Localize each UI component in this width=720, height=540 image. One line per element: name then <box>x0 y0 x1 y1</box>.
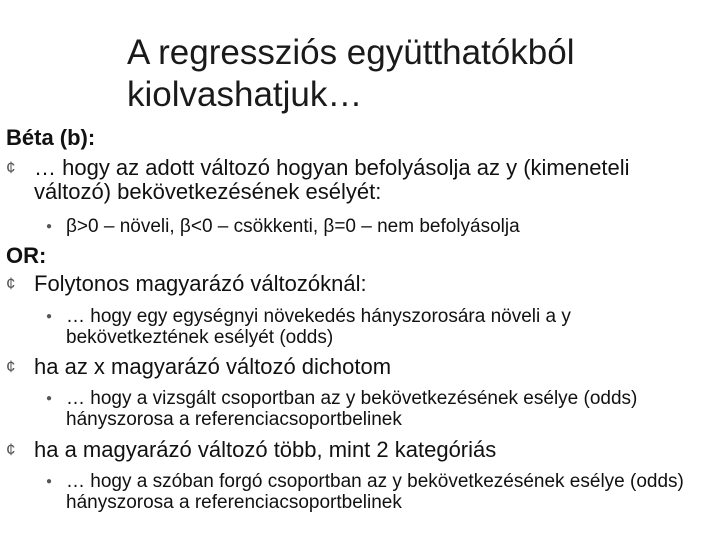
or-item-3-text: ha a magyarázó változó több, mint 2 kategóriás <box>34 437 497 462</box>
or-sub-2 <box>40 388 712 430</box>
beta-heading: Béta (b): <box>6 125 96 150</box>
or-item-2-text: ha az x magyarázó változó dichotom <box>34 354 392 379</box>
beta-sub-1 <box>40 216 712 237</box>
bullet-icon: ● <box>46 311 53 322</box>
or-sub-3 <box>40 471 712 513</box>
or-item-1 <box>6 272 710 296</box>
bullet-icon: ● <box>46 393 53 404</box>
bullet-icon: ¢ <box>6 158 16 177</box>
bullet-icon: ¢ <box>6 357 16 376</box>
bullet-icon: ¢ <box>6 440 16 459</box>
or-heading: OR: <box>6 243 47 268</box>
or-sub-1 <box>40 306 712 348</box>
slide-title: A regressziós együtthatókból kiolvashatjuk… <box>127 33 575 114</box>
or-sub-1-text: … hogy egy egységnyi növekedés hányszorosára növeli a y bekövetkeztének esélyét (odds) <box>66 306 571 348</box>
beta-sub-1-text: β>0 – növeli, β<0 – csökkenti, β=0 – nem befolyásolja <box>66 216 520 237</box>
beta-item-1-text: … hogy az adott változó hogyan befolyásolja az y (kimeneteli változó) bekövetkezésének esélyét: <box>34 155 630 204</box>
or-sub-3-text: … hogy a szóban forgó csoportban az y bekövetkezésének esélye (odds) hányszorosa a referenciacsoportbelinek <box>66 471 684 513</box>
bullet-icon: ● <box>46 476 53 487</box>
or-item-1-text: Folytonos magyarázó változóknál: <box>34 271 367 296</box>
or-sub-2-text: … hogy a vizsgált csoportban az y bekövetkezésének esélye (odds) hányszorosa a referenciacsoportbelinek <box>66 388 638 430</box>
or-item-3 <box>6 438 710 462</box>
or-item-2 <box>6 355 710 379</box>
beta-item-1 <box>6 156 710 204</box>
bullet-icon: ¢ <box>6 274 16 293</box>
bullet-icon: ● <box>46 221 53 232</box>
